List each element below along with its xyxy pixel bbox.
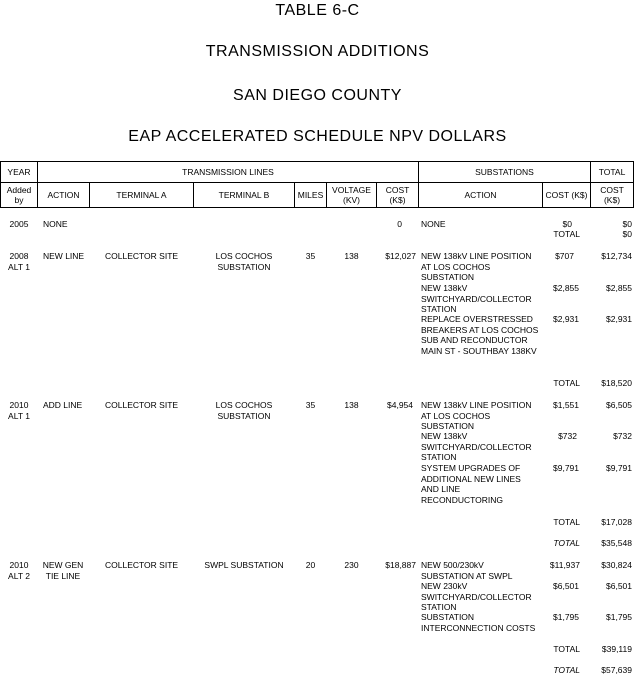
row-2008-sub3: REPLACE OVERSTRESSED BREAKERS AT LOS COCHOS SUB AND RECONDUCTOR MAIN ST - SOUTHBAY 138KV (421, 314, 539, 356)
row-2010-alt1-voltage: 138 (344, 400, 359, 410)
row-2010-alt2-year: 2010 ALT 2 (8, 560, 30, 581)
header-terminal-a: TERMINAL A (89, 182, 194, 208)
row-2010-alt2-sub3-cost: $1,795 (553, 612, 579, 622)
header-voltage: VOLTAGE (KV) (326, 182, 377, 208)
header-year: YEAR (0, 161, 38, 183)
row-2010-alt2-total-label: TOTAL (553, 644, 580, 654)
row-2008-total: $18,520 (601, 378, 632, 388)
row-2010-alt2-terminal-a: COLLECTOR SITE (105, 560, 179, 570)
row-2010-alt1-grand-total: $35,548 (601, 538, 632, 548)
row-2010-alt2-action: NEW GEN TIE LINE (42, 560, 84, 581)
header-terminal-b: TERMINAL B (193, 182, 295, 208)
row-2008-year: 2008 ALT 1 (8, 251, 30, 272)
row-2005-year: 2005 (9, 219, 29, 229)
header-cost: COST (K$) (376, 182, 419, 208)
row-2010-alt1-cost: $4,954 (387, 400, 413, 410)
row-2008-terminal-a: COLLECTOR SITE (105, 251, 179, 261)
row-2005-sub-action: NONE (421, 219, 446, 229)
row-2010-alt1-miles: 35 (305, 400, 316, 410)
row-2010-alt1-sub3: SYSTEM UPGRADES OF ADDITIONAL NEW LINES AND LINE RECONDUCTORING (421, 463, 521, 505)
header-substation-action: ACTION (418, 182, 543, 208)
row-2008-sub2: NEW 138kV SWITCHYARD/COLLECTOR STATION (421, 283, 532, 314)
row-2010-alt1-sub1-cost: $1,551 (553, 400, 579, 410)
row-2008-sub1: NEW 138kV LINE POSITION AT LOS COCHOS SUBSTATION (421, 251, 532, 282)
row-2010-alt2-sub1-cost: $11,937 (549, 560, 580, 570)
row-2010-alt2-voltage: 230 (344, 560, 359, 570)
row-2010-alt2-sub3-total: $1,795 (606, 612, 632, 622)
row-2005-subtotal: $0 (622, 229, 632, 239)
row-2008-voltage: 138 (344, 251, 359, 261)
row-2010-alt1-total-label: TOTAL (553, 517, 580, 527)
row-2010-alt2-cost: $18,887 (385, 560, 416, 570)
row-2010-alt2-sub1-total: $30,824 (601, 560, 632, 570)
row-2010-alt1-sub3-cost: $9,791 (553, 463, 579, 473)
row-2010-alt1-sub1-total: $6,505 (606, 400, 632, 410)
header-substations: SUBSTATIONS (418, 161, 591, 183)
row-2010-alt1-total: $17,028 (601, 517, 632, 527)
row-2008-sub2-cost: $2,855 (553, 283, 579, 293)
row-2010-alt1-sub3-total: $9,791 (606, 463, 632, 473)
row-2005-action: NONE (43, 219, 68, 229)
table-subtitle-schedule: EAP ACCELERATED SCHEDULE NPV DOLLARS (128, 128, 507, 145)
row-2010-alt1-sub2: NEW 138kV SWITCHYARD/COLLECTOR STATION (421, 431, 532, 462)
header-total-cost: COST (K$) (590, 182, 634, 208)
row-2005-subtotal-label: TOTAL (553, 229, 580, 239)
header-miles: MILES (294, 182, 327, 208)
row-2008-total-label: TOTAL (553, 378, 580, 388)
row-2010-alt2-sub2: NEW 230kV SWITCHYARD/COLLECTOR STATION (421, 581, 532, 612)
row-2010-alt1-sub1: NEW 138kV LINE POSITION AT LOS COCHOS SUBSTATION (421, 400, 532, 431)
row-2010-alt2-terminal-b: SWPL SUBSTATION (204, 560, 284, 570)
row-2008-sub1-cost: $707 (555, 251, 574, 261)
row-2010-alt1-sub2-total: $732 (613, 431, 632, 441)
row-2010-alt2-sub2-cost: $6,501 (553, 581, 579, 591)
row-2010-alt2-sub3: SUBSTATION INTERCONNECTION COSTS (421, 612, 536, 633)
row-2010-alt1-action: ADD LINE (43, 400, 83, 410)
row-2008-terminal-b: LOS COCHOS SUBSTATION (215, 251, 273, 272)
row-2008-sub1-total: $12,734 (601, 251, 632, 261)
row-2005-cost: 0 (397, 219, 402, 229)
table-subtitle-county: SAN DIEGO COUNTY (233, 87, 402, 104)
row-2008-sub3-cost: $2,931 (553, 314, 579, 324)
row-2010-alt1-year: 2010 ALT 1 (8, 400, 30, 421)
table-title: TABLE 6-C (275, 2, 360, 19)
row-2008-sub3-total: $2,931 (606, 314, 632, 324)
header-added-by: Added by (0, 182, 38, 208)
row-2010-alt2-sub2-total: $6,501 (606, 581, 632, 591)
row-2008-sub2-total: $2,855 (606, 283, 632, 293)
row-2010-alt1-terminal-a: COLLECTOR SITE (105, 400, 179, 410)
header-action: ACTION (37, 182, 90, 208)
header-total: TOTAL (590, 161, 634, 183)
row-2008-action: NEW LINE (43, 251, 85, 261)
row-2010-alt1-terminal-b: LOS COCHOS SUBSTATION (215, 400, 273, 421)
row-2008-miles: 35 (305, 251, 316, 261)
row-2010-alt1-sub2-cost: $732 (558, 431, 577, 441)
row-2005-sub-cost: $0 (562, 219, 572, 229)
row-2010-alt2-grand-label: TOTAL (553, 665, 580, 675)
table-subtitle-transmission: TRANSMISSION ADDITIONS (205, 43, 430, 60)
row-2010-alt2-miles: 20 (305, 560, 316, 570)
header-transmission-lines: TRANSMISSION LINES (37, 161, 419, 183)
row-2008-cost: $12,027 (385, 251, 416, 261)
row-2010-alt2-grand-total: $57,639 (601, 665, 632, 675)
row-2010-alt2-total: $39,119 (601, 644, 632, 654)
row-2010-alt2-sub1: NEW 500/230kV SUBSTATION AT SWPL (421, 560, 513, 581)
row-2010-alt1-grand-label: TOTAL (553, 538, 580, 548)
row-2005-total: $0 (622, 219, 632, 229)
header-substation-cost: COST (K$) (542, 182, 591, 208)
